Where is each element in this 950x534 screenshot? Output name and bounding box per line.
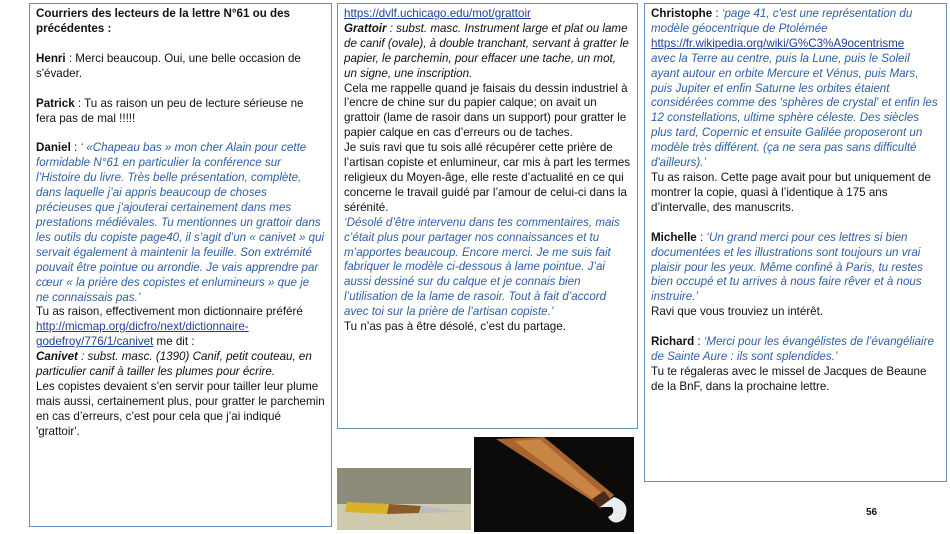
canivet-photo-2 bbox=[474, 437, 634, 532]
grattoir-definition: Grattoir : subst. masc. Instrument large et plat ou lame de canif (ovale), à double tranchant, servant à gratter le papier, le parchemin, pour effacer une tache, un mot, un signe, une inscription. bbox=[344, 21, 629, 80]
knife-image-1 bbox=[337, 468, 471, 530]
reply-michelle: Ravi que vous trouviez un intérêt. bbox=[651, 305, 824, 319]
column-title: Courriers des lecteurs de la lettre N°61 ou des précédentes : bbox=[36, 7, 290, 35]
reply-christophe: Tu as raison. Cette page avait pour but uniquement de montrer la copie, quasi à l’identique à 175 ans d’intervalle, des manuscrits. bbox=[651, 170, 931, 214]
author-richard: Richard bbox=[651, 335, 695, 349]
canivet-word: Canivet bbox=[36, 350, 78, 364]
wikipedia-link[interactable]: https://fr.wikipedia.org/wiki/G%C3%A9ocentrisme bbox=[651, 36, 905, 50]
author-henri: Henri bbox=[36, 51, 66, 65]
letter-richard: Richard : ‘Merci pour les évangélistes de l’évangéliaire de Sainte Aure : ils sont splendides.’ bbox=[651, 335, 934, 364]
author-daniel: Daniel bbox=[36, 141, 71, 155]
page-number: 56 bbox=[866, 507, 878, 518]
letter-daniel: Daniel : ‘ «Chapeau bas » mon cher Alain pour cette formidable N°61 en particulier la conférence sur l’Histoire du livre. Très belle présentation, complète, dans laquelle j’ai appris beaucoup de choses précieuses que j’ajouterai certainement dans mes prestations médiévales. Tu mentionnes un grattoir dans les outils du copiste page40, il s’agit d’un « canivet » qui servait également à maintenir la feuille. Son extrémité pouvait être pointue ou arrondie. Je vais apprendre par cœur « la prière des copistes et enlumineurs » que je ne connaissais pas.’ bbox=[36, 141, 325, 304]
dvlf-link[interactable]: https://dvlf.uchicago.edu/mot/grattoir bbox=[344, 7, 531, 20]
reply-paragraph: Cela me rappelle quand je faisais du dessin industriel à l’encre de chine sur du papier calque; on avait un grattoir (lame de rasoir dans un support) pour gratter le papier calque en cas d’erreurs ou de taches. bbox=[344, 81, 628, 140]
daniel-quote-2: ‘Désolé d’être intervenu dans tes commentaires, mais c’était plus pour partager nos connaissances et tu m’apportes beaucoup. Encore merci. Je me suis fait fabriquer le modèle ci-dessous à lame pointue. J’ai aussi dessiné sur du calque et je connais bien l’utilisation de la lame de rasoir. Tout à fait d’accord avec toi sur la prière de l’artisan copiste.’ bbox=[344, 215, 620, 319]
letters-column-right bbox=[644, 3, 947, 482]
knife-image-2 bbox=[474, 437, 634, 532]
christophe-quote: avec la Terre au centre, puis la Lune, puis le Soleil ayant autour en orbite Mercure et Vénus, puis Mars, puis Jupiter et enfin Saturne les orbites étaient considérées comme des 'sphères de crystal' et enfin les 12 constellations, ultime sphère céleste. Des siècles plus tard, Copernic et ensuite Galilée proposeront un modèle très différent. (ça ne sera pas sans difficulté d'ailleurs).’ bbox=[651, 51, 938, 170]
letters-column-left bbox=[29, 3, 332, 527]
author-patrick: Patrick bbox=[36, 96, 75, 110]
author-michelle: Michelle bbox=[651, 230, 697, 244]
daniel-quote: ‘ «Chapeau bas » mon cher Alain pour cette formidable N°61 en particulier la conférence sur l’Histoire du livre. Très belle présentation, complète, dans laquelle j’ai appris beaucoup de choses précieuses que j’ajouterai certainement dans mes prestations médiévales. Tu mentionnes un grattoir dans les outils du copiste page40, il s’agit d’un « canivet » qui servait également à maintenir la feuille. Son extrémité pouvait être pointue ou arrondie. Je vais apprendre par cœur « la prière des copistes et enlumineurs » que je ne connaissais pas.’ bbox=[36, 141, 325, 304]
reply-daniel: Tu as raison, effectivement mon dictionnaire préféré http://micmap.org/dicfro/next/dictionnaire-godefroy/776/1/canivet me dit : bbox=[36, 305, 303, 349]
letters-column-middle bbox=[337, 3, 638, 429]
letter-patrick: Patrick : Tu as raison un peu de lecture sérieuse ne fera pas de mal !!!!! bbox=[36, 96, 304, 125]
reply-paragraph: Je suis ravi que tu sois allé récupérer cette prière de l’artisan copiste et enlumineur, car mis à part les termes religieux du Moyen-âge, elle reste d’actualité en ce qui concerne le travail guidé par l’amour de celui-ci dans la sérénité. bbox=[344, 141, 631, 214]
letter-henri: Henri : Merci beaucoup. Oui, une belle occasion de s'évader. bbox=[36, 51, 301, 80]
author-christophe: Christophe bbox=[651, 7, 713, 20]
reply-richard: Tu te régaleras avec le missel de Jacques de Beaune de la BnF, dans la prochaine lettre. bbox=[651, 364, 927, 393]
letter-michelle: Michelle : ‘Un grand merci pour ces lettres si bien documentées et les illustrations sont toujours un vrai plaisir pour les yeux. Même confiné à Paris, tu restes bien occupé et tu arrives à nous faire rêver et à nous instruire.’ bbox=[651, 230, 923, 304]
canivet-definition: Canivet : subst. masc. (1390) Canif, petit couteau, en particulier canif à tailler les plumes pour écrire. bbox=[36, 350, 312, 379]
reply-final: Tu n’as pas à être désolé, c’est du partage. bbox=[344, 320, 566, 334]
dictionary-link[interactable]: http://micmap.org/dicfro/next/dictionnaire-godefroy/776/1/canivet bbox=[36, 320, 249, 349]
canivet-note: Les copistes devaient s’en servir pour tailler leur plume mais aussi, certainement plus, pour gratter le parchemin en cas d’erreurs, c’est pour cela que j’ai indiqué 'grattoir'. bbox=[36, 379, 325, 438]
canivet-photo-1 bbox=[337, 468, 471, 530]
letter-christophe: Christophe : ‘page 41, c'est une représentation du modèle géocentrique de Ptolémée bbox=[651, 7, 913, 35]
grattoir-word: Grattoir bbox=[344, 21, 387, 35]
